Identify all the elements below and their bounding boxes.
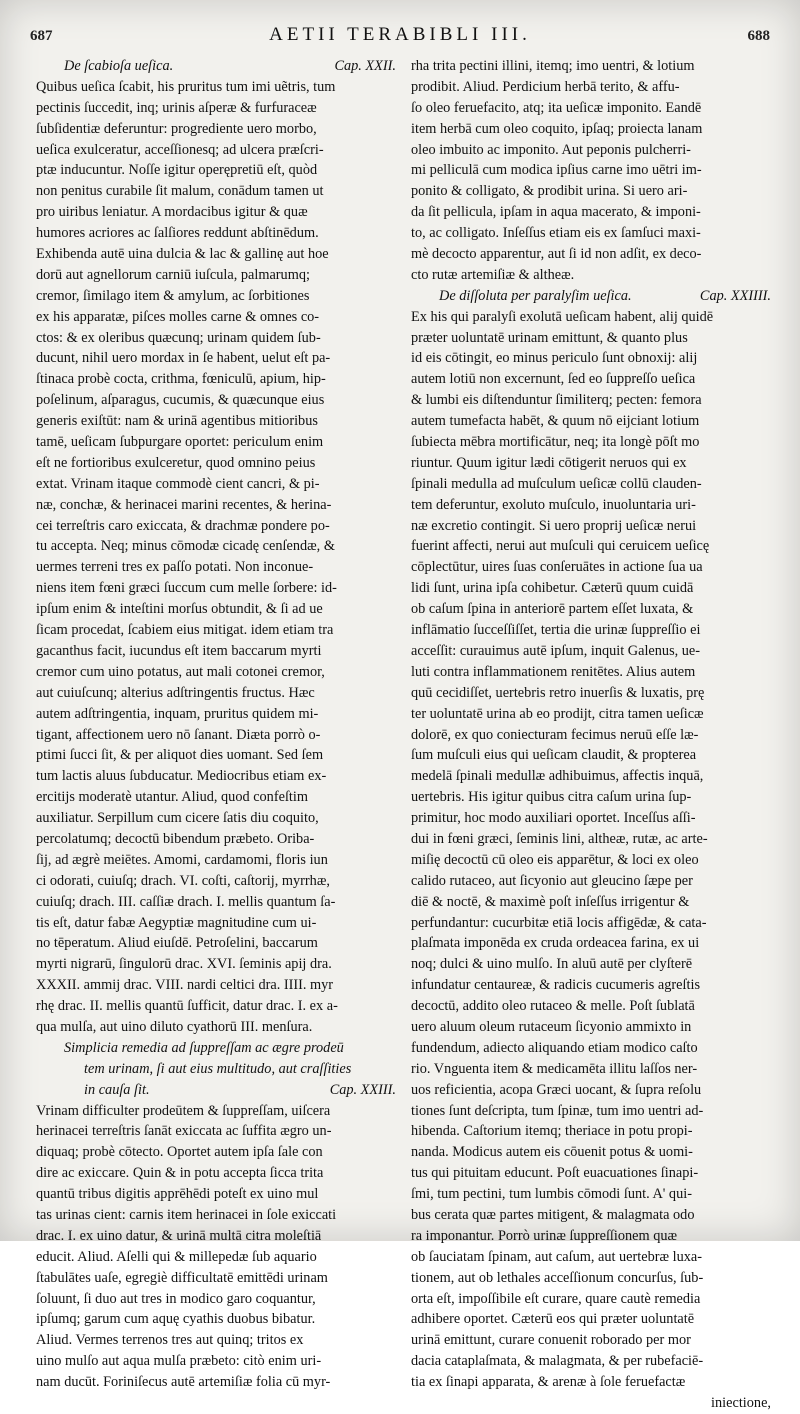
chapter-number: Cap. XXIII. bbox=[329, 1081, 396, 1098]
text-line: adhibere oportet. Cæterū eos qui præter uoluntatē bbox=[411, 1311, 695, 1328]
text-line: prodibit. Aliud. Perdicium herbā terito, & affu- bbox=[411, 78, 680, 95]
text-line: mè decocto apparentur, aut ſi id non adſit, ex deco- bbox=[411, 246, 702, 263]
text-line: dorū aut agnellorum carniū iuſcula, palmarumq; bbox=[36, 266, 310, 283]
text-line: noq; dulci & uino mulſo. In aluū autē per clyſterē bbox=[411, 956, 693, 973]
right-column bbox=[411, 56, 771, 1414]
text-line: ſo oleo feruefacito, atq; ita ueſicæ imponito. Eandē bbox=[411, 99, 702, 116]
text-line: id eis cōtingit, eo minus periculo ſunt obnoxij: alij bbox=[411, 350, 698, 367]
text-line: item herbā cum oleo coquito, ipſaq; proiecta lanam bbox=[411, 120, 703, 137]
text-line: inflāmatio ſucceſſiſſet, tertia die urinæ ſuppreſſio ei bbox=[411, 622, 701, 639]
text-line: cremor, ſimilago item & amylum, ac ſorbitiones bbox=[36, 287, 310, 304]
text-line: cōplectūtur, uires ſuas conſeruātes in actione ſua ua bbox=[411, 559, 703, 576]
chapter-title: in cauſa ſit. bbox=[84, 1081, 150, 1098]
text-line: uertebris. His igitur quibus citra caſum urina ſup- bbox=[411, 789, 692, 806]
text-line: fundendum, adiecto aliquando etiam modico caſto bbox=[411, 1039, 698, 1056]
text-line: no tēperatum. Aliud eiuſdē. Petroſelini, baccarum bbox=[36, 935, 318, 952]
text-line: ſoluunt, ſi duo aut tres in modico garo coquantur, bbox=[36, 1290, 316, 1307]
text-line: uos reficientia, acopa Græci uocant, & ſupra reſolu bbox=[411, 1081, 702, 1098]
text-line: diquaq; probè cōtecto. Oportet autem ipſa ſale con bbox=[36, 1144, 323, 1161]
text-line: aut cuiuſcunq; alterius adſtringentis fructus. Hæc bbox=[36, 684, 315, 701]
chapter-heading bbox=[411, 286, 771, 307]
text-line: percolatumq; decoctū bibendum præbeto. Oriba- bbox=[36, 830, 315, 847]
text-line: ter uoluntatē urina ab eo prodijt, citra tamen ueſicæ bbox=[411, 705, 704, 722]
text-line: tiones ſunt deſcripta, tum ſpinæ, tum imo uentri ad- bbox=[411, 1102, 704, 1119]
text-line: qua mulſa, aut uino diluto cyathorū III. menſura. bbox=[36, 1018, 313, 1035]
chapter-number: Cap. XXII. bbox=[334, 58, 396, 74]
chapter-heading bbox=[36, 1080, 396, 1101]
text-line: pro uiribus leniatur. A mordacibus igitur & quæ bbox=[36, 204, 308, 221]
text-line: tigant, affectionem uero nō ſanant. Diæta porrò o- bbox=[36, 726, 321, 743]
text-line: rhę drac. II. mellis quantū ſufficit, datur drac. I. ex a- bbox=[36, 998, 338, 1015]
text-line: ſicam procedat, ſcabiem eius mitigat. idem etiam tra bbox=[36, 622, 334, 639]
text-line: oleo imbuito ac imponito. Aut peponis pulcherri- bbox=[411, 141, 691, 158]
text-line: ipſum enim & inteſtini morſus obtundit, & ſi ad ue bbox=[36, 601, 323, 618]
text-line: ſubiecta mēbra mortificātur, neq; ita longè pōſt mo bbox=[411, 434, 700, 451]
text-line: næ excretio contingit. Si uero proprij ueſicæ nerui bbox=[411, 517, 697, 534]
text-line: luti contra inflammationem renitētes. Alius autem bbox=[411, 663, 696, 680]
text-line: ſtinaca probè cocta, crithma, fœniculū, apium, hip- bbox=[36, 371, 326, 388]
text-line: da ſit pellicula, ipſam in aqua macerato, & imponi- bbox=[411, 204, 701, 221]
text-line: ob caſum ſpina in anteriorē partem eſſet luxata, & bbox=[411, 601, 694, 618]
text-line: tus qui pituitam educunt. Poſt euacuationes ſinapi- bbox=[411, 1165, 699, 1182]
text-line: autem adſtringentia, inquam, pruritus quidem mi- bbox=[36, 705, 319, 722]
text-line: ra imponantur. Porrò urinæ ſuppreſſionem quæ bbox=[411, 1227, 678, 1244]
chapter-heading bbox=[36, 56, 396, 77]
text-line: Quibus ueſica ſcabit, his pruritus tum imi uẽtris, tum bbox=[36, 78, 336, 95]
text-line: decoctū, addito oleo rutaceo & melle. Poſt ſublatā bbox=[411, 998, 695, 1015]
text-line: uero aluum oleum rutaceum ſicyonio ammixto in bbox=[411, 1018, 692, 1035]
text-line: ſpinali medulla ad muſculum ueſicæ collū clauden- bbox=[411, 475, 702, 492]
text-line: miſię decoctū cū oleo eis apparētur, & loci ex oleo bbox=[411, 851, 699, 868]
text-line: autem lotiū non excernunt, ſed eo ſuppreſſo ueſica bbox=[411, 371, 696, 388]
text-line: ſubſidentiæ deferuntur: progrediente uero morbo, bbox=[36, 120, 317, 137]
text-line: poſelinum, aſparagus, cucumis, & quæcunque eius bbox=[36, 392, 325, 409]
text-line: pectinis ſuccedit, inq; urinis aſperæ & furfuraceæ bbox=[36, 99, 317, 116]
text-line: ptæ inducuntur. Noſſe igitur operępretiū eſt, quòd bbox=[36, 162, 318, 179]
text-line: herinacei terreſtris ſanāt exiccata ac ſuffita ægro un- bbox=[36, 1123, 332, 1140]
text-line: extat. Vrinam itaque commodè cient cancri, & pi- bbox=[36, 475, 320, 492]
text-line: cei terreſtris caro exiccata, & drachmæ pondere po- bbox=[36, 517, 330, 534]
text-line: lidi ſunt, urina ipſa cohibetur. Cæterū quum cuidā bbox=[411, 580, 694, 597]
text-line: fuerint affecti, nerui aut muſculi qui ceruicem ueſicę bbox=[411, 538, 710, 555]
text-line: acceſſit: curauimus autē ipſum, inquit Galenus, ue- bbox=[411, 642, 701, 659]
text-line: ponito & colligato, & prodibit urina. Si uero ari- bbox=[411, 183, 688, 200]
text-line: hibenda. Caſtorium itemq; theriace in potu propi- bbox=[411, 1123, 693, 1140]
text-line: riuntur. Quum igitur lædi cōtigerit neruos qui ex bbox=[411, 454, 687, 471]
text-line: præter uoluntatē urinam emittunt, & quanto plus bbox=[411, 329, 688, 346]
text-line: calido rutaceo, aut ſicyonio aut gleucino ſæpe per bbox=[411, 872, 693, 889]
text-line: rha trita pectini illini, itemq; imo uentri, & lotium bbox=[411, 58, 695, 74]
text-line: niens item fœni græci ſuccum cum melle ſorbere: id- bbox=[36, 580, 337, 597]
folio-left: 687 bbox=[30, 28, 53, 44]
folio-right: 688 bbox=[747, 28, 770, 44]
text-line: humores acriores ac ſalſiores reddunt abſtinēdum. bbox=[36, 225, 319, 242]
text-line: dire ac exiccare. Quin & in potu accepta ſicca trita bbox=[36, 1165, 324, 1182]
text-line: cremor cum uino potatus, aut mali cotonei cremor, bbox=[36, 663, 325, 680]
text-line: tis eſt, datur fabæ Aegyptiæ magnitudine cum ui- bbox=[36, 914, 317, 931]
text-line: tas urinas cient: carnis item herinacei in ſole exiccati bbox=[36, 1206, 337, 1223]
text-line: auxiliatur. Serpillum cum cicere ſatis diu coquito, bbox=[36, 810, 319, 827]
text-line: urinā emittunt, curare conuenit roborado per mor bbox=[411, 1332, 691, 1349]
text-line: ſmi, tum pectini, tum lumbis cōmodi ſunt. A' qui- bbox=[411, 1186, 692, 1203]
text-line: bus cerata quæ partes mitigent, & malagmata odo bbox=[411, 1206, 695, 1223]
text-line: ipſumq; garum cum aquę cyathis duobus bibatur. bbox=[36, 1311, 316, 1328]
text-line: Exhibenda autē uina dulcia & lac & gallinę aut hoe bbox=[36, 246, 329, 263]
text-line: non penitus curabile ſit malum, conādum tamen ut bbox=[36, 183, 324, 200]
text-line: XXXII. ammij drac. VIII. nardi celtici dra. IIII. myr bbox=[36, 977, 334, 994]
text-line: ptimi ſucci ſit, & per aliquot dies uomant. Sed ſem bbox=[36, 747, 324, 764]
text-line: ex his apparatæ, piſces molles carne & omnes co- bbox=[36, 308, 320, 325]
text-line: tamē, ueſicam ſubpurgare oportet: periculum enim bbox=[36, 434, 324, 451]
text-line: nanda. Modicus autem eis cōuenit potus & uomi- bbox=[411, 1144, 693, 1161]
chapter-title: De ſcabioſa ueſica. bbox=[64, 58, 174, 74]
text-line: mi pelliculā cum modica ipſius carne imo uētri im- bbox=[411, 162, 702, 179]
chapter-number: Cap. XXIIII. bbox=[699, 287, 771, 304]
rubric-line: Simplicia remedia ad ſuppreſſam ac ægre prodeū bbox=[64, 1039, 344, 1056]
text-line: cto rutæ artemiſiæ & altheæ. bbox=[411, 266, 575, 283]
text-line: tia ex ſinapi apparata, & arenæ à ſole feruefactæ bbox=[411, 1374, 686, 1391]
text-line: primitur, hoc modo auxiliari oportet. Inceſſus aſſi- bbox=[411, 810, 696, 827]
text-line: Vrinam difficulter prodeūtem & ſuppreſſam, uiſcera bbox=[36, 1102, 331, 1119]
text-line: uino mulſo aut aqua mulſa præbeto: citò enim uri- bbox=[36, 1353, 322, 1370]
text-line: ſij, ad ægrè meiētes. Amomi, cardamomi, floris iun bbox=[36, 851, 328, 868]
text-line: gacanthus facit, iucundus eſt item baccarum myrti bbox=[36, 642, 322, 659]
text-line: ctos: & ex oleribus quæcunq; urinam quidem ſub- bbox=[36, 329, 321, 346]
text-line: diē & noctē, & maximè poſt inſeſſus irrigentur & bbox=[411, 893, 690, 910]
text-line: ci odorati, cuiuſq; drach. VI. coſti, caſtorij, myrrhæ, bbox=[36, 872, 330, 889]
text-line: rio. Vnguenta item & medicamēta illitu laſſos ner- bbox=[411, 1060, 698, 1077]
text-line: ueſica exulceratur, acceſſionesq; ad ulcera præſcri- bbox=[36, 141, 324, 158]
text-line: infundatur centaureæ, & radicis cucumeris agreſtis bbox=[411, 977, 701, 994]
text-line: drac. I. ex uino datur, & urinā multā citra moleſtiā bbox=[36, 1227, 322, 1244]
text-line: plaſmata imponēda ex cruda ordeacea farina, ex ui bbox=[411, 935, 700, 952]
text-line: ducunt, nihil uero mordax in ſe habent, uelut eſt pa- bbox=[36, 350, 331, 367]
text-line: quantū tribus digitis apprēhēdi poteſt ex uino mul bbox=[36, 1186, 319, 1203]
text-line: ſum muſculi eius qui ueſicam claudit, & propterea bbox=[411, 747, 697, 764]
text-line: dacia cataplaſmata, & malagmata, & per rubefaciē- bbox=[411, 1353, 704, 1370]
text-line: dui in fœni græci, ſeminis lini, altheæ, rutæ, ac arte- bbox=[411, 830, 708, 847]
text-line: nam ducūt. Foriniſecus autē artemiſiæ folia cū myr- bbox=[36, 1374, 331, 1391]
text-line: ercitijs moderatè utantur. Aliud, quod confeſtim bbox=[36, 789, 308, 806]
text-line: to, ac colligato. Inſeſſus etiam eis ex ſamſuci maxi- bbox=[411, 225, 701, 242]
text-line: generis exiſtūt: nam & urinā agentibus mitioribus bbox=[36, 413, 318, 430]
text-line: quū cecidiſſet, uertebris retro inuerſis & luxatis, prę bbox=[411, 684, 705, 701]
text-line: orta eſt, impoſſibile eſt curare, quare cautè remedia bbox=[411, 1290, 701, 1307]
chapter-title: De diſſoluta per paralyſim ueſica. bbox=[439, 287, 632, 304]
text-line: Ex his qui paralyſi exolutā ueſicam habent, alij quidē bbox=[411, 308, 714, 325]
left-column bbox=[36, 56, 396, 1393]
text-line: & lumbi eis diſtenduntur ſimiliterq; pecten: femora bbox=[411, 392, 702, 409]
text-line: medelā ſpinali medullæ adhibuimus, affectis inquā, bbox=[411, 768, 704, 785]
running-title: AETII TERABIBLI III. bbox=[269, 24, 531, 45]
rubric-line: tem urinam, ſi aut eius multitudo, aut craſſities bbox=[84, 1060, 352, 1077]
text-line: educit. Aliud. Aſelli qui & millepedæ ſub aquario bbox=[36, 1248, 317, 1265]
text-line: tionem, aut ob lethales acceſſionum concurſus, ſub- bbox=[411, 1269, 704, 1286]
text-line: Aliud. Vermes terrenos tres aut quinq; tritos ex bbox=[36, 1332, 304, 1349]
text-line: næ, conchæ, & herinacei marini recentes, & herina- bbox=[36, 496, 332, 513]
text-line: autem tumefacta habēt, & quum nō eijciant lotium bbox=[411, 413, 700, 430]
text-line: ob ſauciatam ſpinam, aut caſum, aut uertebræ luxa- bbox=[411, 1248, 702, 1265]
text-line: tu accepta. Neq; minus cōmodæ cicadę cenſendæ, & bbox=[36, 538, 335, 555]
text-line: uermes terreni tres ex paſſo potati. Non inconue- bbox=[36, 559, 314, 576]
text-line: ſtabulātes uaſe, egregiè difficultatē emittēdi urinam bbox=[36, 1269, 328, 1286]
text-line: cuiuſq; drach. III. caſſiæ drach. I. mellis quantum ſa- bbox=[36, 893, 336, 910]
text-line: perfundantur: cucurbitæ etiā locis affigēdæ, & cata- bbox=[411, 914, 707, 931]
text-line: dolorē, ex quo coniecturam fecimus neruū eſſe læ- bbox=[411, 726, 699, 743]
text-line: myrti nigrarū, ſingulorū drac. XVI. ſeminis apij dra. bbox=[36, 956, 332, 973]
text-line: eſt ne fortioribus exulceretur, quod omnino peius bbox=[36, 454, 316, 471]
text-line: tum lactis aluus ſubducatur. Mediocribus etiam ex- bbox=[36, 768, 327, 785]
catchword: iniectione, bbox=[711, 1395, 771, 1411]
text-line: tem deferuntur, exoluto muſculo, inuoluntaria uri- bbox=[411, 496, 696, 513]
